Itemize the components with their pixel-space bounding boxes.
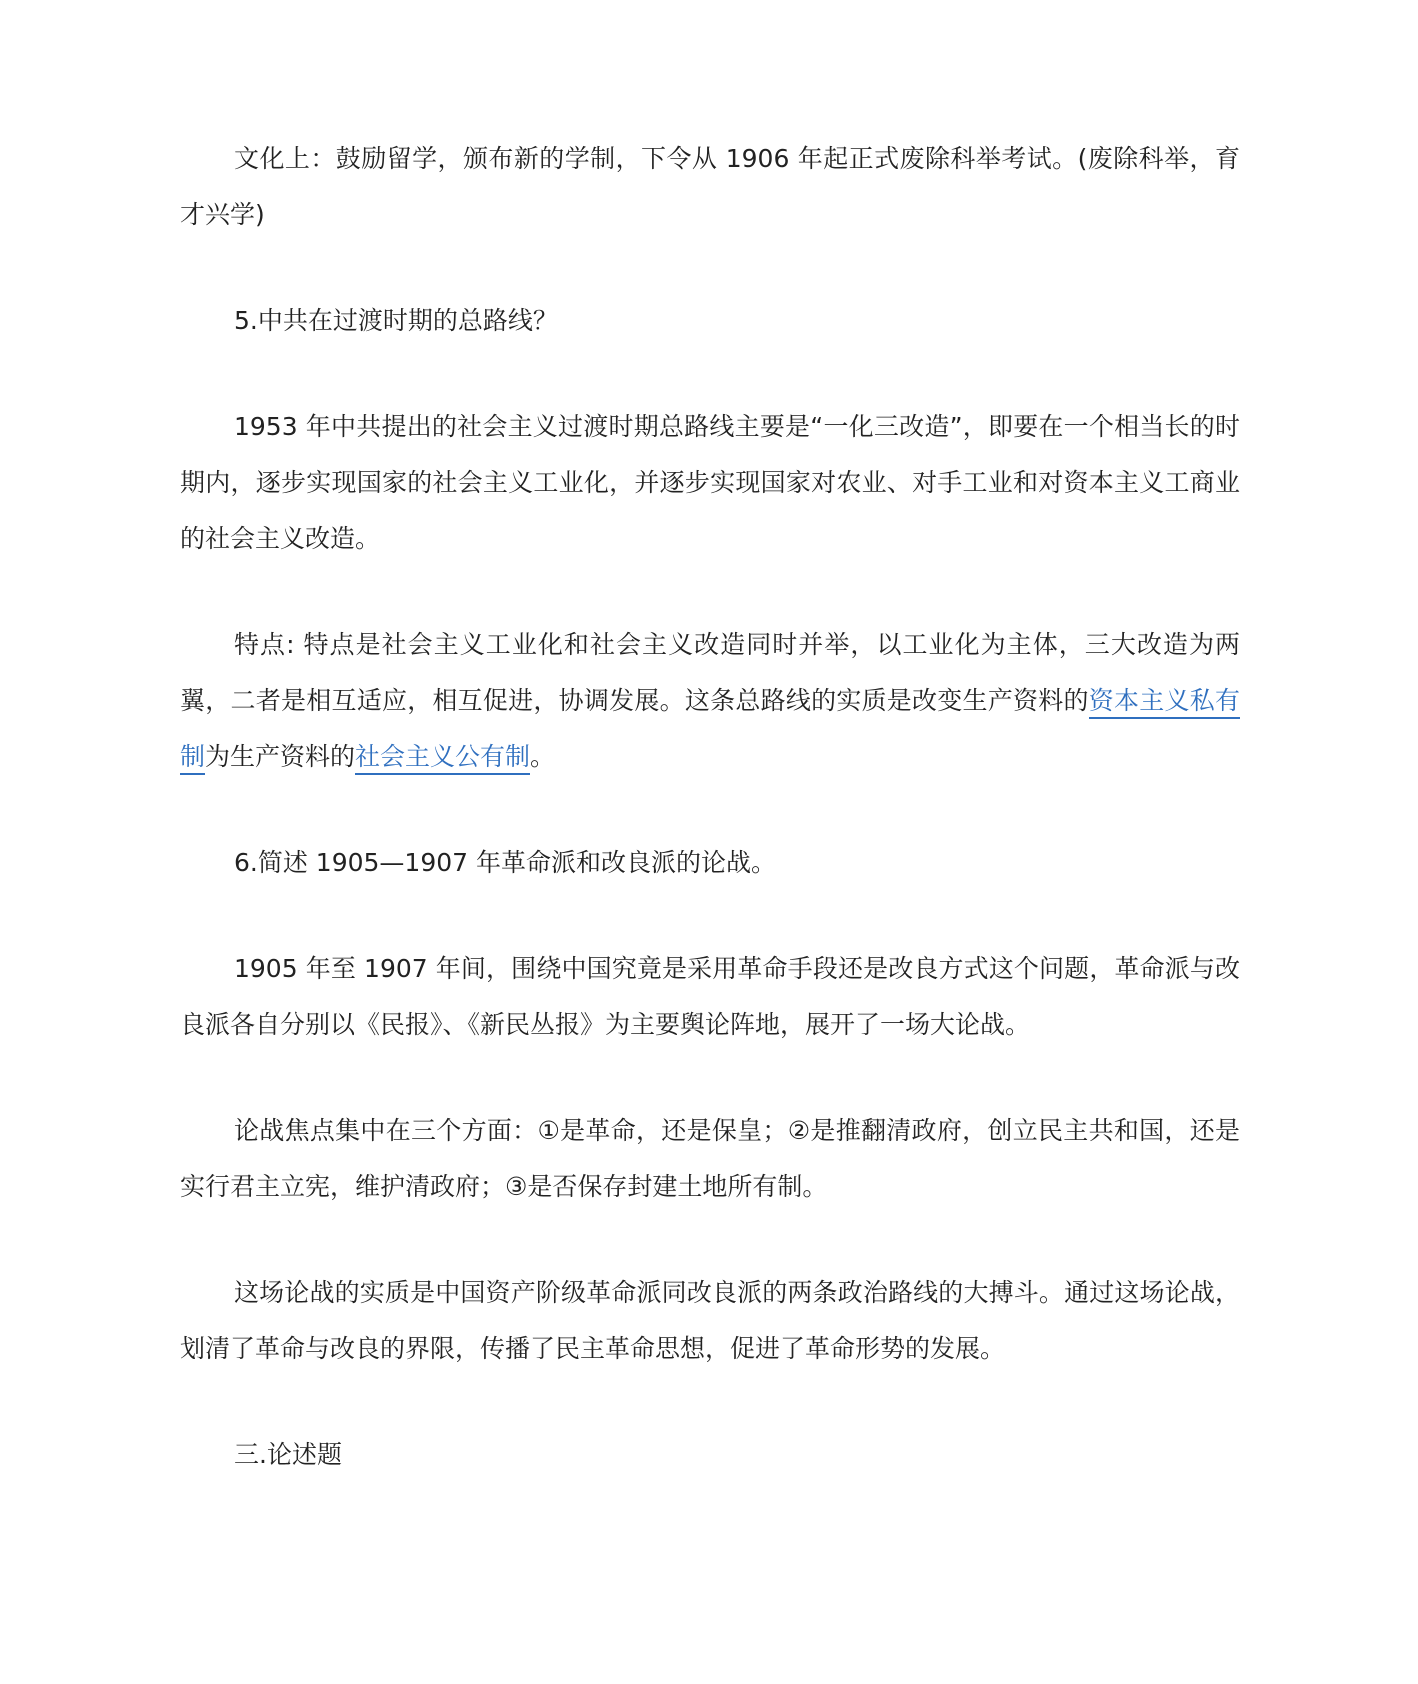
link-socialist-public-ownership[interactable]: 社会主义公有制 (355, 742, 530, 775)
question-5-answer: 1953 年中共提出的社会主义过渡时期总路线主要是“一化三改造”，即要在一个相当长的时期内，逐步实现国家的社会主义工业化，并逐步实现国家对农业、对手工业和对资本主义工商业的社会主义改造。 (180, 412, 1240, 553)
question-5-heading: 5.中共在过渡时期的总路线？ (234, 306, 558, 335)
question-6-heading: 6.简述 1905—1907 年革命派和改良派的论战。 (234, 848, 776, 877)
question-6-paragraph-1: 1905 年至 1907 年间，围绕中国究竟是采用革命手段还是改良方式这个问题，革命派与改良派各自分别以《民报》、《新民丛报》为主要舆论阵地，展开了一场大论战。 (180, 954, 1240, 1039)
section-3-heading: 三.论述题 (234, 1440, 342, 1469)
question-6-paragraph-3: 这场论战的实质是中国资产阶级革命派同改良派的两条政治路线的大搏斗。通过这场论战，划清了革命与改良的界限，传播了民主革命思想，促进了革命形势的发展。 (180, 1278, 1240, 1363)
question-6-paragraph-2: 论战焦点集中在三个方面：①是革命，还是保皇；②是推翻清政府，创立民主共和国，还是实行君主立宪，维护清政府；③是否保存封建土地所有制。 (180, 1116, 1240, 1201)
features-text-start: 特点: 特点是社会主义工业化和社会主义改造同时并举，以工业化为主体，三大改造为两翼，二者是相互适应，相互促进，协调发展。这条总路线的实质是改变生产资料的 (180, 630, 1240, 715)
features-text-middle: 为生产资料的 (205, 742, 356, 771)
question-5-features (180, 617, 1240, 785)
culture-paragraph: 文化上：鼓励留学，颁布新的学制，下令从 1906 年起正式废除科举考试。(废除科举，育才兴学) (180, 144, 1240, 229)
link-capitalist-private-ownership[interactable]: 资本主义私有制 (180, 686, 1240, 775)
document-body (180, 131, 1240, 1533)
features-text-end: 。 (530, 742, 556, 771)
